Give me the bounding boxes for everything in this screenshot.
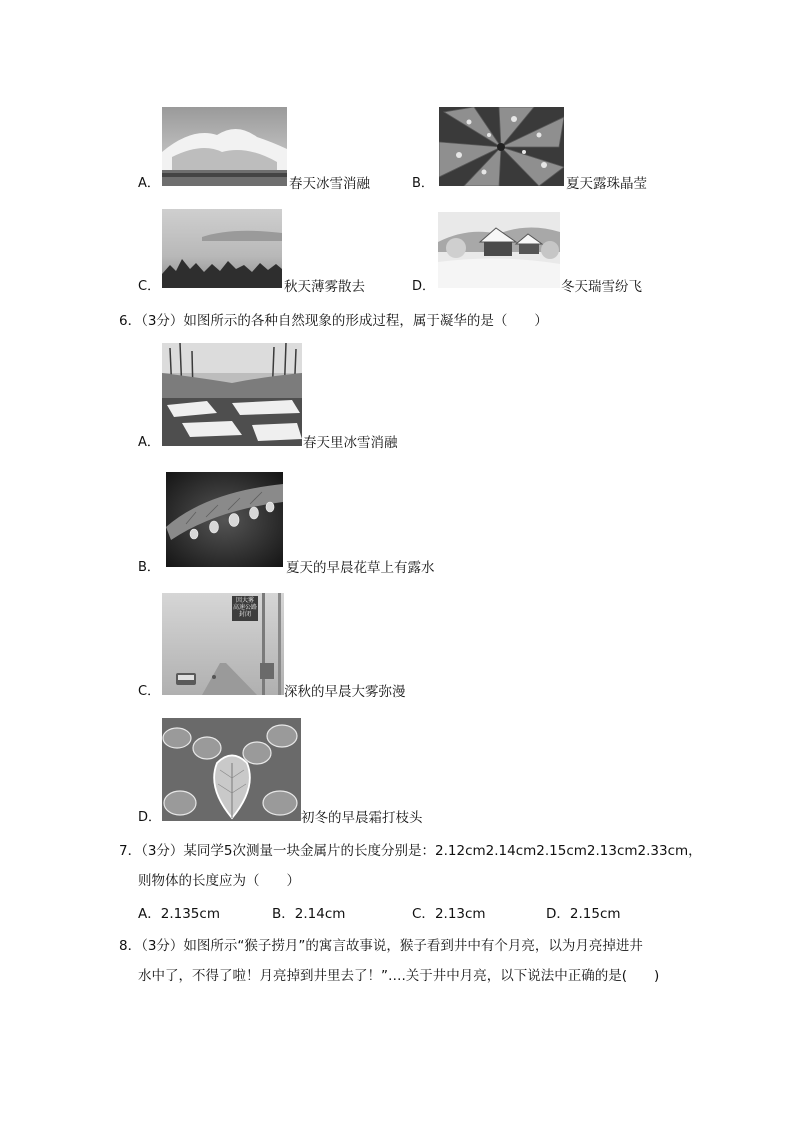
option-letter: A． <box>138 176 160 191</box>
foggy-road-photo <box>162 593 284 695</box>
option-letter: B． <box>412 176 434 191</box>
option-caption: 深秋的早晨大雾弥漫 <box>284 684 406 700</box>
q7-stem-line2: 则物体的长度应为（ ） <box>138 873 300 889</box>
q7-stem-line1: 7．（3分）某同学5次测量一块金属片的长度分别是：2.12cm2.14cm2.15cm2.13cm2.33cm， <box>119 843 702 859</box>
option-letter: D． <box>138 810 162 825</box>
q7-option-a <box>138 905 220 923</box>
option-value: 2.14cm <box>294 906 346 922</box>
option-letter: D． <box>546 906 570 922</box>
q7-option-d <box>546 905 621 923</box>
road-sign-text: 因大雾 高速公路 封闭 <box>233 597 258 618</box>
option-value: 2.135cm <box>160 906 220 922</box>
option-caption: 冬天瑞雪纷飞 <box>561 279 642 295</box>
option-letter: B． <box>272 906 295 922</box>
option-letter: B． <box>138 560 160 575</box>
option-caption: 春天冰雪消融 <box>289 176 370 192</box>
snowy-village-photo <box>438 212 560 288</box>
snow-mountain-photo <box>162 107 287 186</box>
option-letter: D． <box>412 279 436 294</box>
option-letter: A． <box>138 435 160 450</box>
option-letter: C． <box>138 684 161 699</box>
melting-river-photo <box>162 343 302 446</box>
option-letter: C． <box>138 279 161 294</box>
q8-stem-line1: 8．（3分）如图所示“猴子捞月”的寓言故事说，猴子看到井中有个月亮，以为月亮掉进井 <box>119 938 643 954</box>
dew-leaf-photo <box>439 107 564 186</box>
option-caption: 秋天薄雾散去 <box>284 279 365 295</box>
q6-stem: 6．（3分）如图所示的各种自然现象的形成过程，属于凝华的是（ ） <box>119 313 548 329</box>
option-letter: A． <box>138 906 161 922</box>
q7-option-b <box>272 905 345 923</box>
option-caption: 初冬的早晨霜打枝头 <box>301 810 423 826</box>
option-caption: 夏天露珠晶莹 <box>566 176 647 192</box>
option-letter: C． <box>412 906 435 922</box>
dew-drops-photo <box>166 472 283 567</box>
frost-leaves-photo <box>162 718 301 821</box>
q8-stem-line2: 水中了，不得了啦！月亮掉到井里去了！”….关于井中月亮，以下说法中正确的是( ) <box>138 968 660 984</box>
q7-option-c <box>412 905 486 923</box>
option-value: 2.13cm <box>434 906 486 922</box>
option-caption: 夏天的早晨花草上有露水 <box>286 560 435 576</box>
option-caption: 春天里冰雪消融 <box>303 435 398 451</box>
option-value: 2.15cm <box>569 906 621 922</box>
mist-forest-photo <box>162 209 282 288</box>
